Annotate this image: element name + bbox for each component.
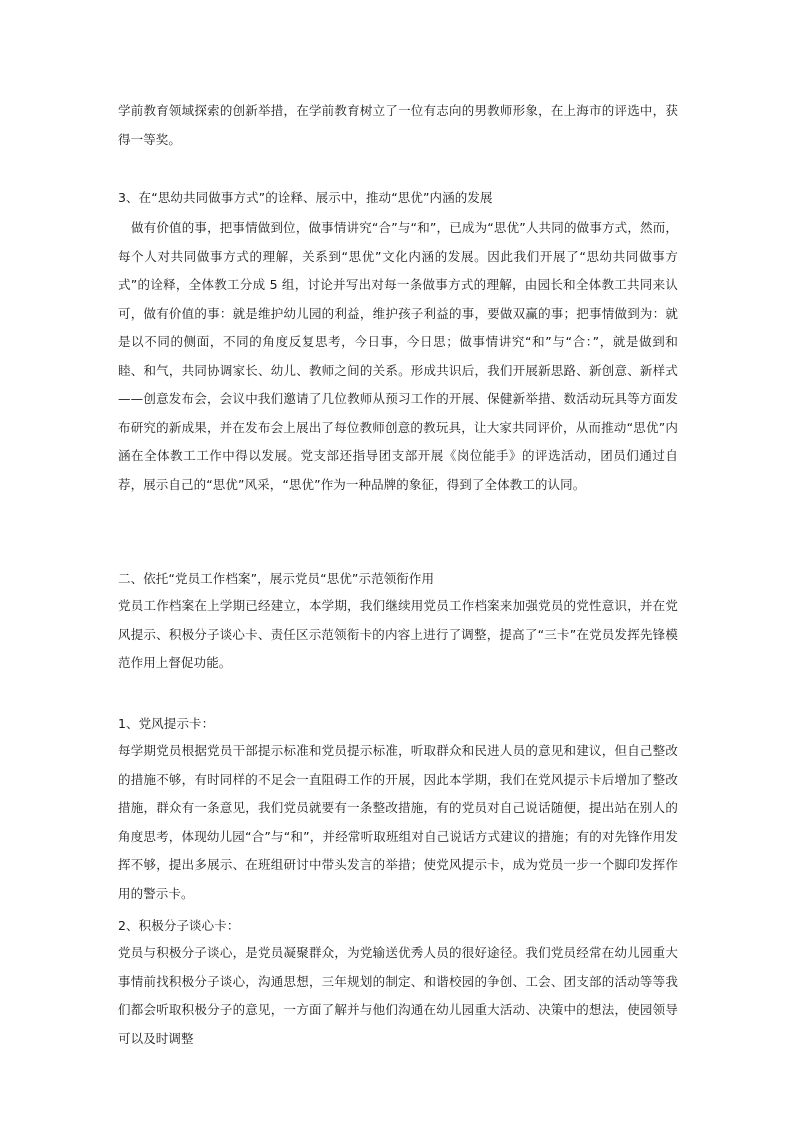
sub-1-body: 每学期党员根据党员干部提示标准和党员提示标准，听取群众和民进人员的意见和建议，但自己整改的措施不够，有时同样的不足会一直阻碍工作的开展，因此本学期，我们在党风提示卡后增加了整改措施，群众有一条意见，我们党员就要有一条整改措施，有的党员对自己说话随便，提出站在别人的角度思考，体现幼儿园“合”与“和”，并经常听取班组对自己说话方式建议的措施；有的对先锋作用发挥不够，提出多展示、在班组研讨中带头发言的举措；使党风提示卡，成为党员一步一个脚印发挥作用的警示卡。 [118,743,678,901]
intro-paragraph-end: 学前教育领域探索的创新举措，在学前教育树立了一位有志向的男教师形象，在上海市的评选中，获得一等奖。 [118,103,678,147]
section-2-body: 党员工作档案在上学期已经建立，本学期，我们继续用党员工作档案来加强党员的党性意识，并在党风提示、积极分子谈心卡、责任区示范领衔卡的内容上进行了调整，提高了“三卡”在党员发挥先锋模范作用上督促功能。 [118,598,678,670]
sub-2-body: 党员与积极分子谈心，是党员凝聚群众，为党输送优秀人员的很好途径。我们党员经常在幼儿园重大事情前找积极分子谈心，沟通思想，三年规划的制定、和谐校园的争创、工会、团支部的活动等等我们都会听取积极分子的意见，一方面了解并与他们沟通在幼儿园重大活动、决策中的想法，使园领导可以及时调整 [118,945,678,1046]
sub-2-heading: 2、积极分子谈心卡： [118,918,240,933]
section-3-heading: 3、在“思幼共同做事方式”的诠释、展示中，推动“思优”内涵的发展 [118,190,493,205]
sub-1-heading: 1、党风提示卡： [118,716,215,731]
section-2-heading: 二、依托“党员工作档案”，展示党员“思优”示范领衔作用 [118,571,435,586]
section-3-body: 做有价值的事，把事情做到位，做事情讲究“合”与“和”，已成为“思优”人共同的做事方式，然而，每个人对共同做事方式的理解，关系到“思优”文化内涵的发展。因此我们开展了“思幼共同做事方式”的诠释，全体教工分成 5 组，讨论并写出对每一条做事方式的理解，由园长和全体教工共同来认可，做有价值的事：就是维护幼儿园的利益，维护孩子利益的事，要做双赢的事；把事情做到为：就是以不同的侧面，不同的角度反复思考，今日事，今日思；做事情讲究“和”与“合：”，就是做到和睦、和气，共同协调家长、幼儿、教师之间的关系。形成共识后，我们开展新思路、新创意、新样式——创意发布会，会议中我们邀请了几位教师从预习工作的开展、保健新举措、数活动玩具等方面发布研究的新成果，并在发布会上展出了每位教师创意的教玩具，让大家共同评价，从而推动“思优”内涵在全体教工工作中得以发展。党支部还指导团支部开展《岗位能手》的评选活动，团员们通过自荐，展示自己的“思优”风采，“思优”作为一种品牌的象征，得到了全体教工的认同。 [118,220,678,492]
